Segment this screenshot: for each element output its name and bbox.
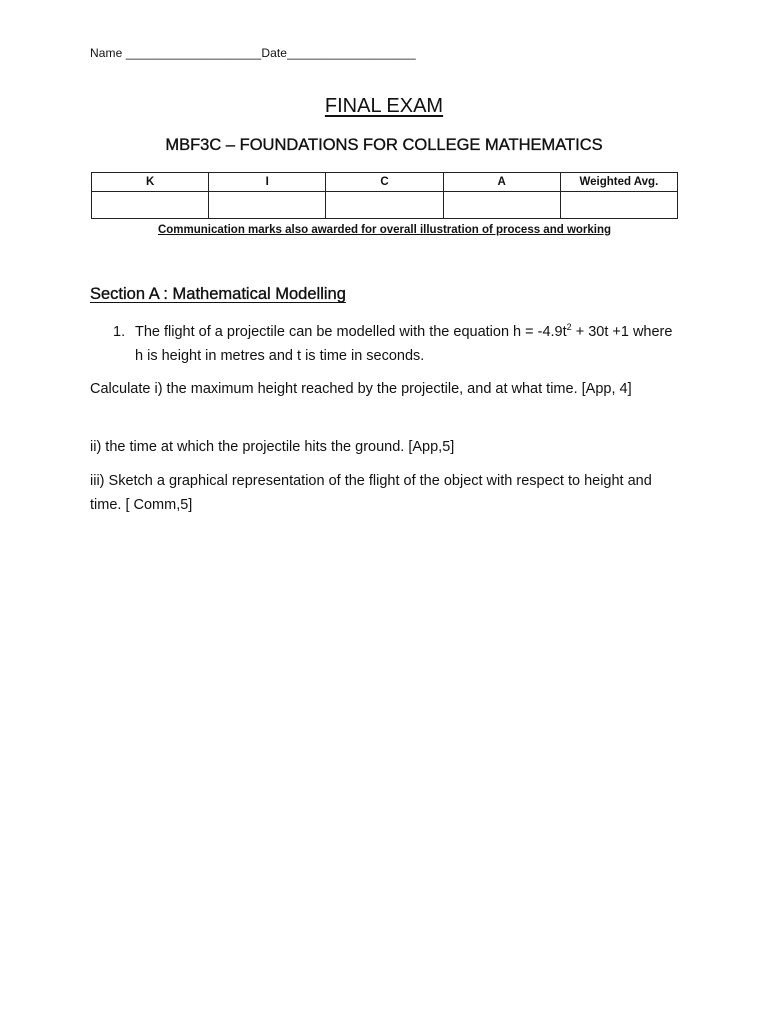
question-1-part-iii: iii) Sketch a graphical representation of the flight of the object with respect to height and time. [ Comm,5]	[90, 473, 652, 513]
marks-header-k: K	[92, 173, 209, 192]
marks-header-i: I	[209, 173, 326, 192]
name-date-line: Name ____________________Date___________________	[90, 46, 416, 60]
marks-header-a: A	[443, 173, 560, 192]
marks-cell-c	[326, 192, 443, 219]
course-title: MBF3C – FOUNDATIONS FOR COLLEGE MATHEMATICS	[165, 136, 603, 154]
question-1	[113, 320, 683, 368]
exam-title: FINAL EXAM	[324, 95, 444, 117]
marks-cell-k	[92, 192, 209, 219]
marks-header-c: C	[326, 173, 443, 192]
marks-header-weighted-avg: Weighted Avg.	[560, 173, 677, 192]
marks-table	[91, 172, 678, 219]
question-1-part-i: Calculate i) the maximum height reached by the projectile, and at what time. [App, 4]	[90, 381, 632, 397]
question-1-exponent: 2	[566, 322, 572, 333]
question-1-text	[135, 320, 683, 368]
question-1-part-ii: ii) the time at which the projectile hits the ground. [App,5]	[90, 439, 455, 455]
marks-table-value-row	[92, 192, 678, 219]
marks-cell-weighted-avg	[560, 192, 677, 219]
marks-table-header-row	[92, 173, 678, 192]
question-1-number: 1.	[113, 324, 126, 340]
section-a-heading: Section A : Mathematical Modelling	[90, 285, 346, 303]
question-1-text-after: + 30t +1 where h is height in metres and t is time in seconds.	[135, 324, 673, 364]
marks-cell-i	[209, 192, 326, 219]
marks-cell-a	[443, 192, 560, 219]
communication-note: Communication marks also awarded for overall illustration of process and working	[157, 224, 612, 236]
question-1-text-before: The flight of a projectile can be modelled with the equation h = -4.9t	[135, 324, 567, 340]
